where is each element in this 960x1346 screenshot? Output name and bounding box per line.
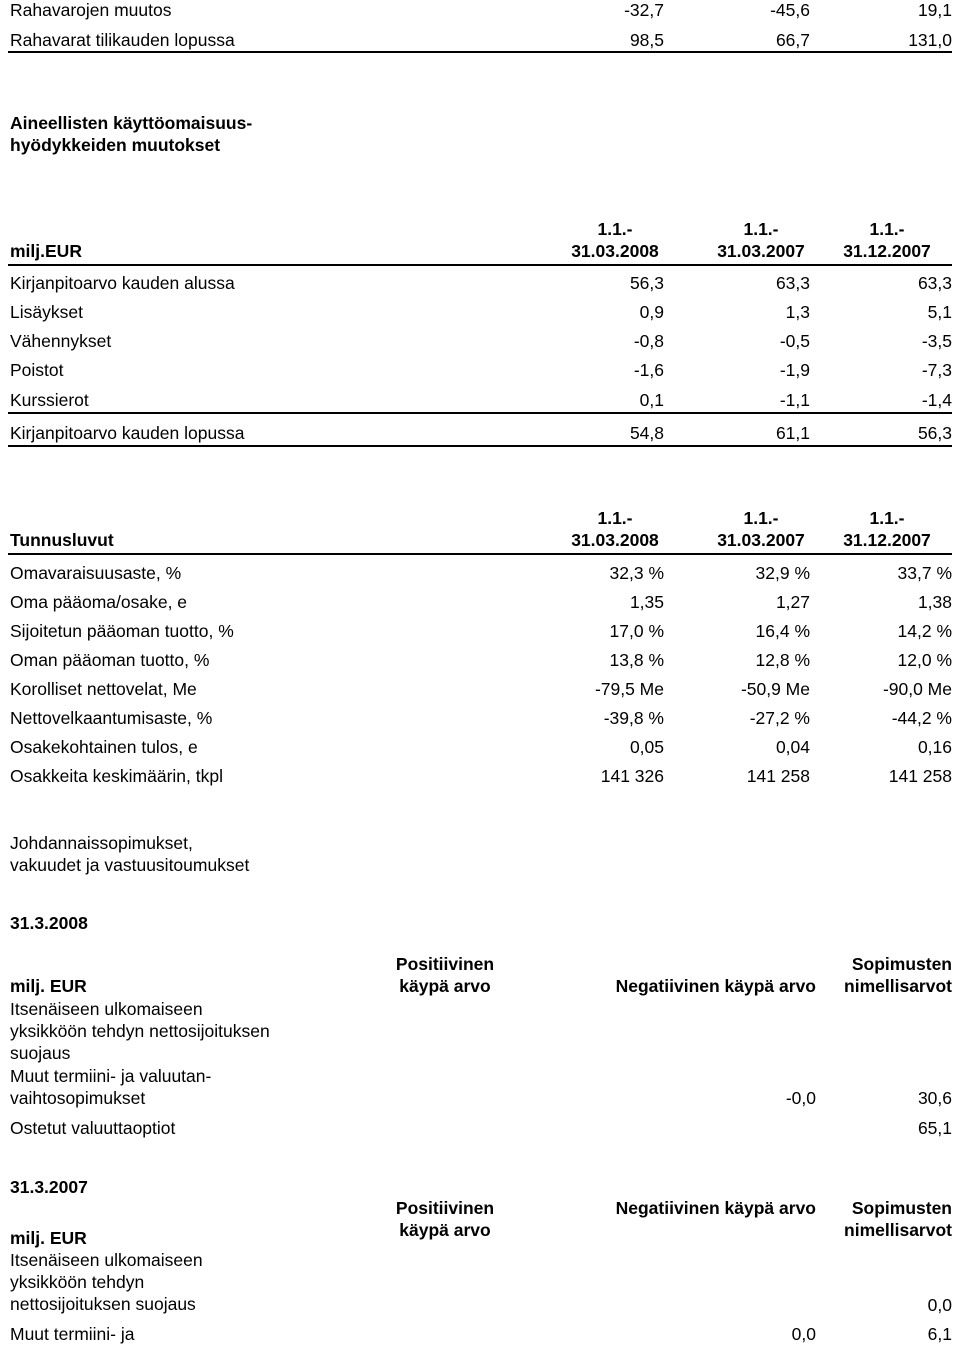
col-header-line1: 1.1.- [869, 219, 905, 239]
table-row [8, 738, 952, 767]
value-fy-2007: 33,7 % [897, 563, 952, 583]
col-header-line2: käypä arvo [399, 976, 491, 996]
table-row [8, 332, 952, 361]
item-label-line2: yksikköön tehdyn nettosijoituksen [10, 1021, 270, 1041]
value-q1-2007: 1,27 [775, 592, 810, 612]
value-q1-2008: 0,9 [639, 302, 664, 322]
table-row [8, 274, 952, 303]
table-row [8, 0, 952, 29]
table-row [8, 303, 952, 332]
col-nominal-values [844, 1197, 952, 1241]
kpi-title: Tunnusluvut [10, 530, 114, 550]
value-q1-2008: 32,3 % [609, 563, 664, 583]
col-header-line1: Sopimusten [851, 1198, 952, 1218]
table-row [8, 29, 952, 58]
cashflow-table [8, 0, 952, 58]
value-fy-2007: -90,0 Me [882, 679, 952, 699]
value-q1-2008: 98,5 [629, 30, 664, 50]
value-q1-2008: 56,3 [629, 273, 664, 293]
divider [8, 51, 952, 53]
col-header-line2: 31.03.2008 [571, 241, 659, 261]
unit-label: milj. EUR [10, 976, 87, 996]
value-q1-2008: 141 326 [600, 766, 664, 786]
row-label: Oman pääoman tuotto, % [10, 650, 210, 670]
item-label-line1: Itsenäiseen ulkomaiseen [10, 999, 203, 1019]
col-header-line1: 1.1.- [869, 508, 905, 528]
col-header-line1: Positiivinen [395, 1198, 495, 1218]
row-label: Omavaraisuusaste, % [10, 563, 182, 583]
unit-label: milj. EUR [10, 1228, 87, 1248]
item-forward-swaps: Muut termiini- ja [10, 1324, 135, 1344]
value-fy-2007: -3,5 [921, 331, 952, 351]
row-label: Rahavarojen muutos [10, 0, 172, 20]
col-header-line2: nimellisarvot [844, 976, 952, 996]
value-fy-2007: 56,3 [917, 423, 952, 443]
assets-col-header-1 [540, 218, 690, 262]
col-header-line2: 31.12.2007 [843, 241, 931, 261]
value-q1-2007: 16,4 % [755, 621, 810, 641]
value-q1-2008: 1,35 [629, 592, 664, 612]
assets-table [8, 264, 952, 453]
value-fy-2007: 131,0 [908, 30, 952, 50]
assets-unit: milj.EUR [10, 241, 82, 261]
row-label: Rahavarat tilikauden lopussa [10, 30, 235, 50]
item-forward-swaps [10, 1065, 211, 1109]
value-fy-2007: 141 258 [888, 766, 952, 786]
value-q1-2008: 54,8 [629, 423, 664, 443]
value-q1-2007: 61,1 [775, 423, 810, 443]
forward-swaps-negative: 0,0 [791, 1324, 816, 1344]
value-q1-2007: 141 258 [746, 766, 810, 786]
kpi-table [8, 553, 952, 796]
value-q1-2008: -79,5 Me [594, 679, 664, 699]
value-q1-2007: 66,7 [775, 30, 810, 50]
value-fy-2007: 5,1 [927, 302, 952, 322]
item-label-line3: suojaus [10, 1043, 71, 1063]
item-label-line1: Itsenäiseen ulkomaiseen [10, 1250, 203, 1270]
col-positive-fair-value [370, 953, 520, 997]
row-label: Oma pääoma/osake, e [10, 592, 188, 612]
value-q1-2007: -1,9 [779, 360, 810, 380]
col-positive-fair-value [370, 1197, 520, 1241]
row-label: Vähennykset [10, 331, 112, 351]
section-date-2008: 31.3.2008 [10, 913, 88, 933]
value-q1-2008: 0,05 [629, 737, 664, 757]
value-q1-2007: 12,8 % [755, 650, 810, 670]
col-header-line1: Sopimusten [851, 954, 952, 974]
derivatives-title-line1: Johdannaissopimukset, [10, 833, 193, 853]
row-label: Kirjanpitoarvo kauden lopussa [10, 423, 245, 443]
item-label-line2: vaihtosopimukset [10, 1088, 146, 1108]
value-q1-2007: 1,3 [785, 302, 810, 322]
value-fy-2007: 12,0 % [897, 650, 952, 670]
row-label: Korolliset nettovelat, Me [10, 679, 197, 699]
value-q1-2008: 0,1 [639, 390, 664, 410]
col-header-line1: Positiivinen [395, 954, 495, 974]
kpi-col-header-3 [812, 507, 960, 551]
net-investment-hedge-nominal: 0,0 [927, 1295, 952, 1315]
section-date-2007: 31.3.2007 [10, 1177, 88, 1197]
value-q1-2007: 32,9 % [755, 563, 810, 583]
value-q1-2008: -1,6 [633, 360, 664, 380]
kpi-col-header-1 [540, 507, 690, 551]
col-header-line2: 31.03.2008 [571, 530, 659, 550]
item-net-investment-hedge [10, 1249, 203, 1315]
row-label: Lisäykset [10, 302, 83, 322]
item-label-line1: Muut termiini- ja valuutan- [10, 1066, 212, 1086]
value-q1-2007: -45,6 [770, 0, 810, 20]
item-net-investment-hedge [10, 998, 270, 1064]
col-negative-fair-value: Negatiivinen käypä arvo [615, 976, 816, 996]
derivatives-title-line2: vakuudet ja vastuusitoumukset [10, 855, 250, 875]
table-row [8, 767, 952, 796]
value-fy-2007: 63,3 [917, 273, 952, 293]
assets-col-header-3 [812, 218, 960, 262]
value-q1-2008: -0,8 [633, 331, 664, 351]
value-q1-2008: -32,7 [624, 0, 664, 20]
value-fy-2007: 14,2 % [897, 621, 952, 641]
value-q1-2008: -39,8 % [603, 708, 664, 728]
item-label-line3: nettosijoituksen suojaus [10, 1294, 196, 1314]
table-row [8, 424, 952, 453]
value-fy-2007: 19,1 [917, 0, 952, 20]
assets-title-line1: Aineellisten käyttöomaisuus- [10, 113, 253, 133]
forward-swaps-nominal: 6,1 [927, 1324, 952, 1344]
col-header-line1: 1.1.- [597, 508, 633, 528]
col-header-line2: 31.03.2007 [717, 241, 805, 261]
table-row [8, 622, 952, 651]
value-fy-2007: 0,16 [917, 737, 952, 757]
table-row [8, 651, 952, 680]
currency-options-nominal: 65,1 [917, 1118, 952, 1138]
row-label: Nettovelkaantumisaste, % [10, 708, 213, 728]
value-fy-2007: 1,38 [917, 592, 952, 612]
col-nominal-values [844, 953, 952, 997]
divider [8, 445, 952, 447]
value-fy-2007: -44,2 % [891, 708, 952, 728]
col-header-line2: 31.03.2007 [717, 530, 805, 550]
forward-swaps-negative: -0,0 [785, 1088, 816, 1108]
table-row [8, 361, 952, 390]
row-label: Osakkeita keskimäärin, tkpl [10, 766, 223, 786]
row-label: Kurssierot [10, 390, 89, 410]
col-header-line1: 1.1.- [743, 508, 779, 528]
item-currency-options: Ostetut valuuttaoptiot [10, 1118, 176, 1138]
value-q1-2007: -1,1 [779, 390, 810, 410]
value-q1-2007: -0,5 [779, 331, 810, 351]
value-fy-2007: -1,4 [921, 390, 952, 410]
value-q1-2007: 63,3 [775, 273, 810, 293]
table-row [8, 680, 952, 709]
value-q1-2008: 17,0 % [609, 621, 664, 641]
value-fy-2007: -7,3 [921, 360, 952, 380]
table-row [8, 564, 952, 593]
col-header-line1: 1.1.- [597, 219, 633, 239]
row-label: Osakekohtainen tulos, e [10, 737, 198, 757]
divider [8, 412, 952, 414]
col-negative-fair-value: Negatiivinen käypä arvo [615, 1198, 816, 1218]
divider [8, 553, 952, 555]
col-header-line2: nimellisarvot [844, 1220, 952, 1240]
value-q1-2007: 0,04 [775, 737, 810, 757]
forward-swaps-nominal: 30,6 [917, 1088, 952, 1108]
row-label: Sijoitetun pääoman tuotto, % [10, 621, 234, 641]
table-row [8, 390, 952, 413]
value-q1-2007: -27,2 % [749, 708, 810, 728]
divider [8, 264, 952, 266]
assets-title-line2: hyödykkeiden muutokset [10, 135, 221, 155]
row-label: Kirjanpitoarvo kauden alussa [10, 273, 235, 293]
col-header-line2: käypä arvo [399, 1220, 491, 1240]
table-row [8, 593, 952, 622]
row-label: Poistot [10, 360, 64, 380]
value-q1-2007: -50,9 Me [740, 679, 810, 699]
item-label-line2: yksikköön tehdyn [10, 1272, 145, 1292]
value-q1-2008: 13,8 % [609, 650, 664, 670]
table-row [8, 709, 952, 738]
col-header-line1: 1.1.- [743, 219, 779, 239]
col-header-line2: 31.12.2007 [843, 530, 931, 550]
